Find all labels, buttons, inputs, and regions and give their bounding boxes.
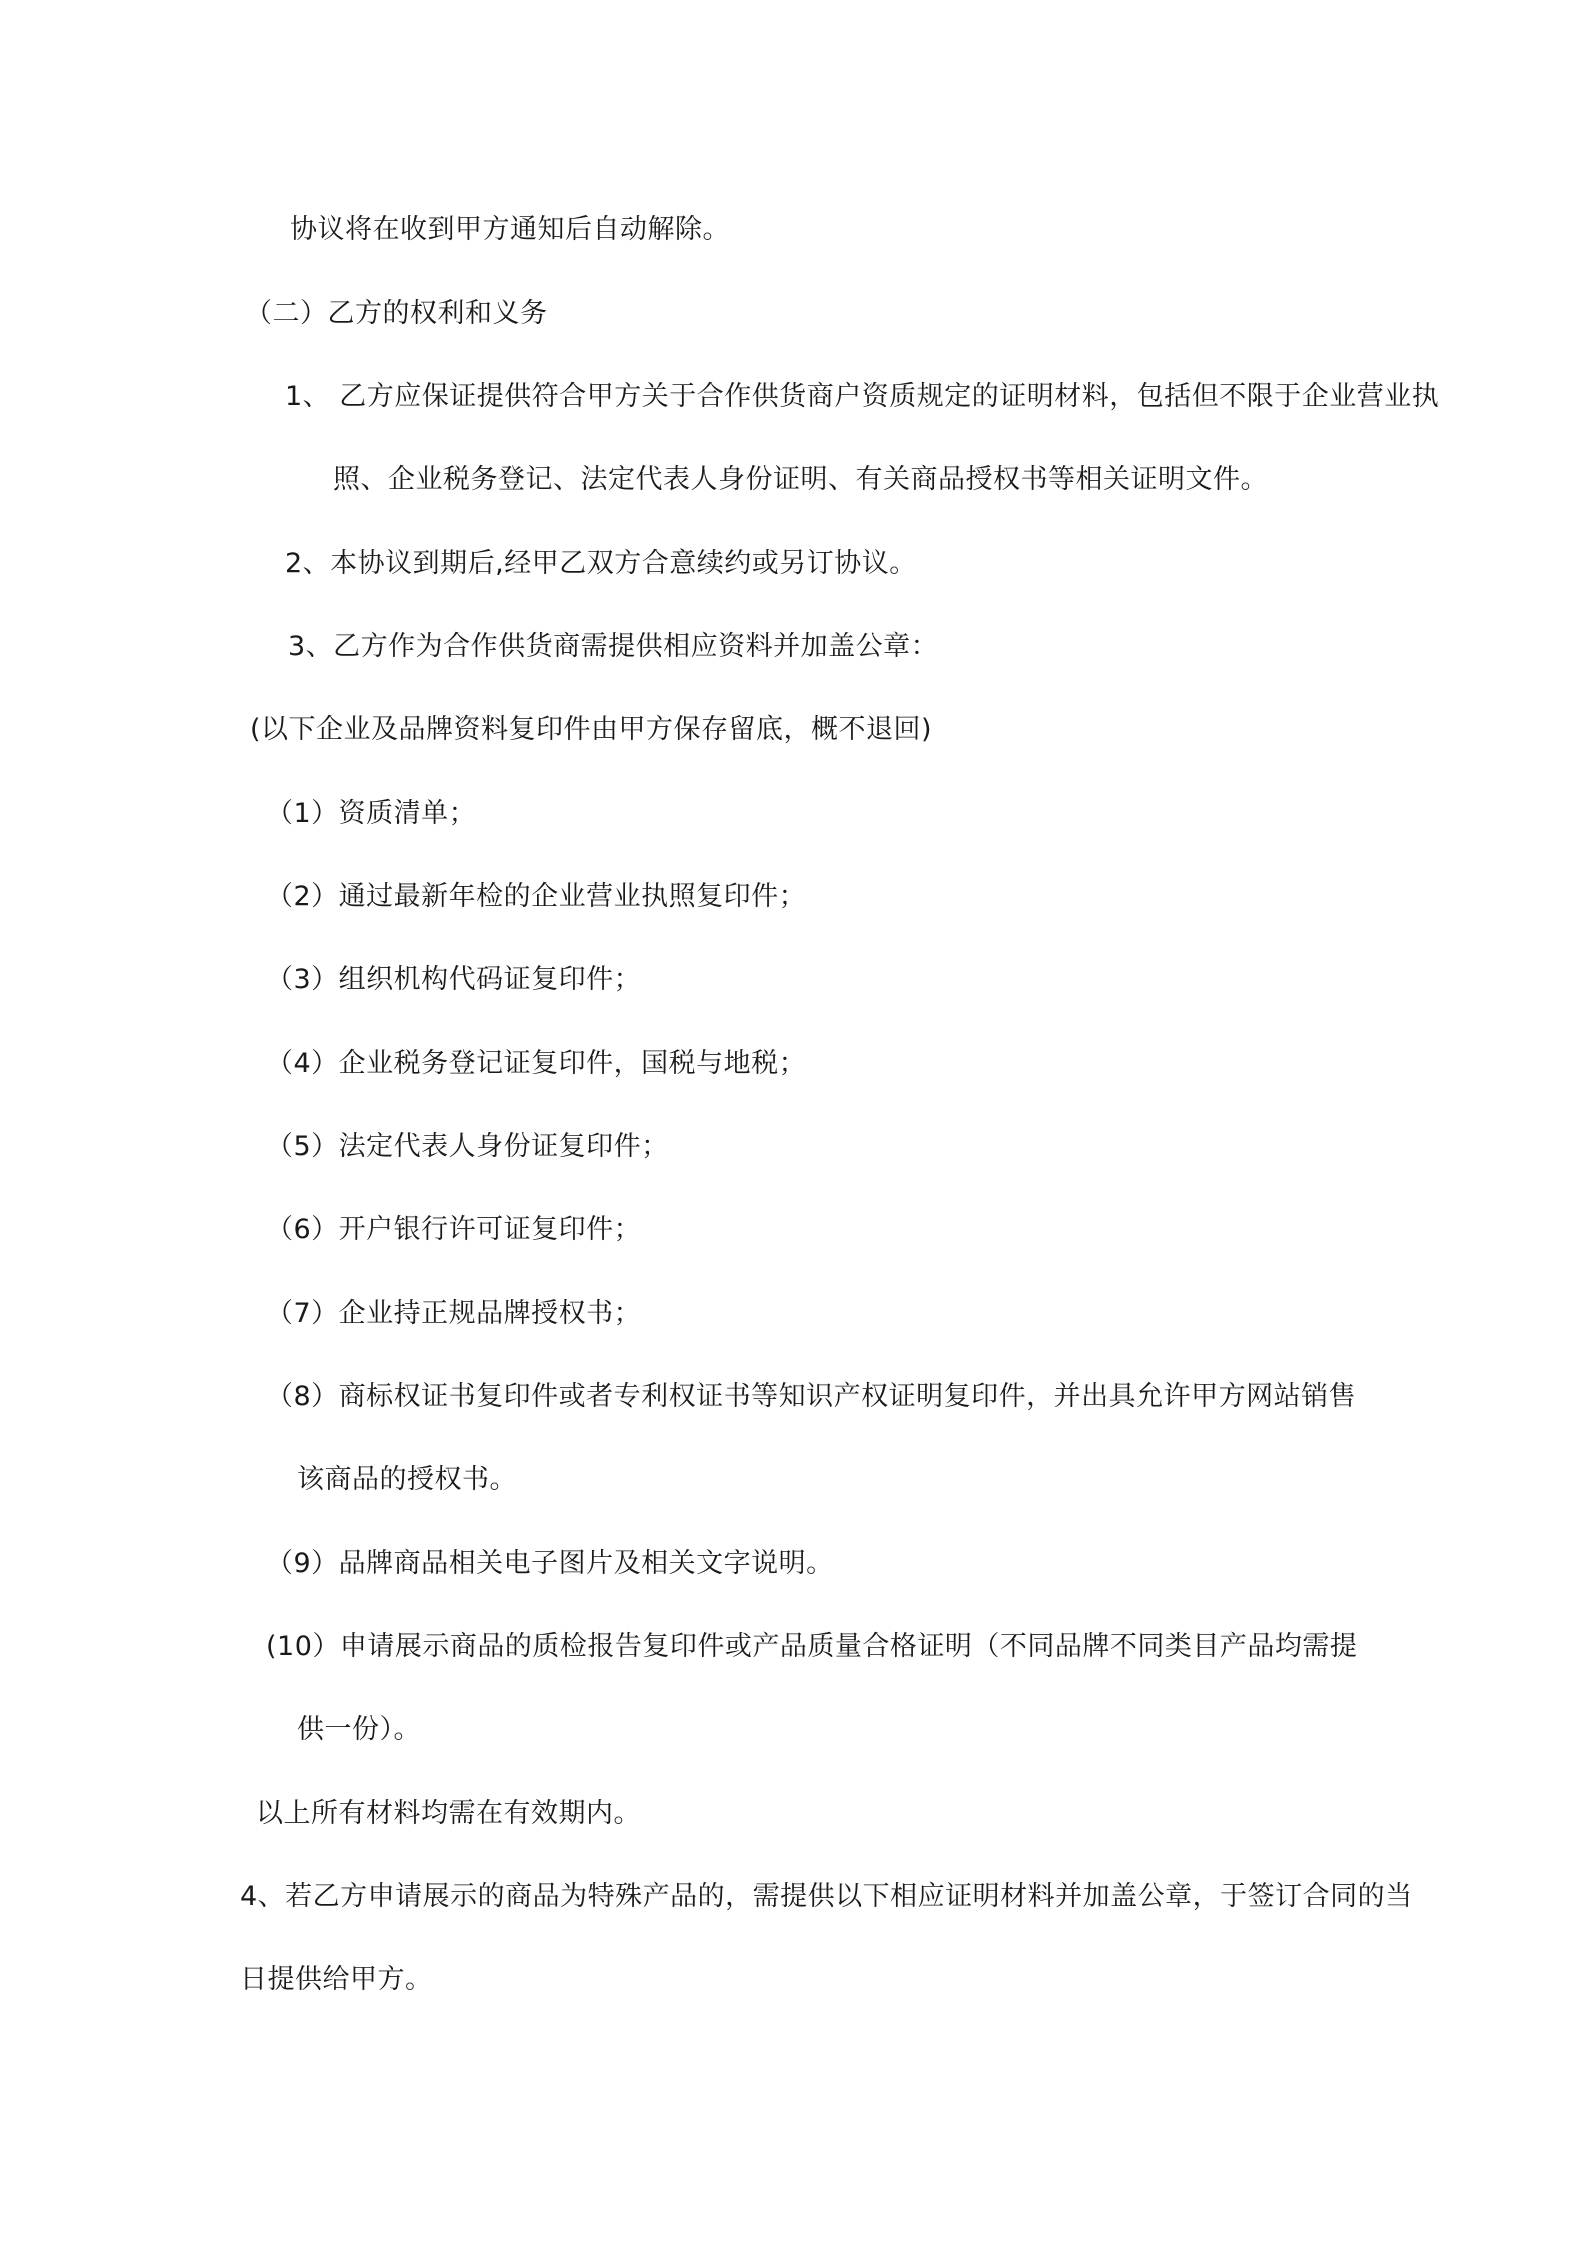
list-item: （5）法定代表人身份证复印件；	[266, 1131, 669, 1162]
text-line: 照、企业税务登记、法定代表人身份证明、有关商品授权书等相关证明文件。	[333, 464, 1268, 495]
text-line: 2、本协议到期后,经甲乙双方合意续约或另订协议。	[285, 548, 917, 579]
text-line: 协议将在收到甲方通知后自动解除。	[290, 214, 730, 245]
list-item: （9）品牌商品相关电子图片及相关文字说明。	[266, 1548, 834, 1579]
text-line: 以上所有材料均需在有效期内。	[256, 1798, 641, 1829]
text-line: 1、 乙方应保证提供符合甲方关于合作供货商户资质规定的证明材料，包括但不限于企业营业执	[285, 381, 1440, 412]
list-item: （6）开户银行许可证复印件；	[266, 1214, 642, 1245]
text-line: (以下企业及品牌资料复印件由甲方保存留底，概不退回)	[250, 714, 933, 745]
text-line: 4、若乙方申请展示的商品为特殊产品的，需提供以下相应证明材料并加盖公章，于签订合同的当	[240, 1881, 1413, 1912]
text-line: 3、乙方作为合作供货商需提供相应资料并加盖公章：	[288, 631, 939, 662]
list-item: （2）通过最新年检的企业营业执照复印件；	[266, 881, 807, 912]
text-line: 日提供给甲方。	[240, 1964, 433, 1995]
list-item: （8）商标权证书复印件或者专利权证书等知识产权证明复印件，并出具允许甲方网站销售	[266, 1381, 1357, 1412]
list-item: （1）资质清单；	[266, 798, 477, 829]
list-item-continuation: 供一份）。	[297, 1714, 421, 1745]
list-item-continuation: 该商品的授权书。	[297, 1464, 517, 1495]
list-item: （7）企业持正规品牌授权书；	[266, 1298, 642, 1329]
list-item: （4）企业税务登记证复印件，国税与地税；	[266, 1048, 807, 1079]
section-heading: （二）乙方的权利和义务	[245, 298, 548, 329]
list-item: (10）申请展示商品的质检报告复印件或产品质量合格证明（不同品牌不同类目产品均需提	[266, 1631, 1358, 1662]
list-item: （3）组织机构代码证复印件；	[266, 964, 642, 995]
